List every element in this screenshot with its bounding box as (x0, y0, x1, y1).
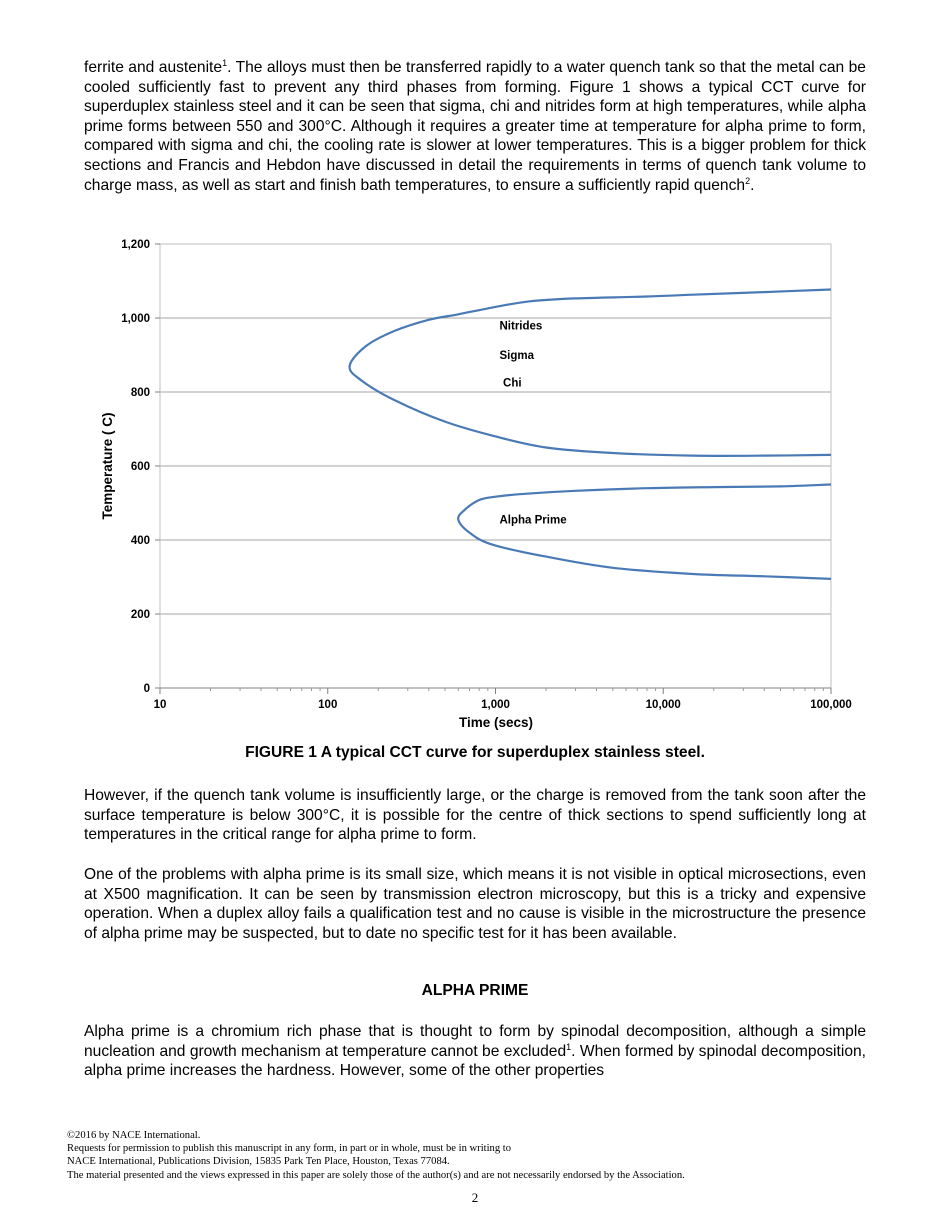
reference-superscript: 1 (222, 58, 228, 68)
reference-superscript: 1 (566, 1041, 572, 1052)
x-tick-label: 1,000 (481, 699, 510, 711)
y-tick-label: 200 (130, 609, 150, 621)
copyright-footer (67, 1129, 685, 1182)
footer-line: Requests for permission to publish this manuscript in any form, in part or in whole, must be in writing to (67, 1143, 512, 1155)
section-heading: ALPHA PRIME (421, 982, 529, 999)
footer-line: NACE International, Publications Division, 15835 Park Ten Place, Houston, Texas 77084. (67, 1156, 450, 1168)
phase-label: Sigma (499, 350, 535, 362)
series-curve (458, 485, 831, 579)
phase-label: Nitrides (499, 320, 543, 333)
paragraph-quench-tank: However, if the quench tank volume is insufficiently large, or the charge is removed from the tank soon after the surface temperature is below 300°C, it is possible for the centre of thick sections to spend sufficiently long at temperatures in the critical range for alpha prime to form. (84, 787, 866, 844)
y-tick-label: 1,000 (121, 313, 150, 325)
footer-line: The material presented and the views expressed in this paper are solely those of the author(s) and are not necessarily endorsed by the Association. (67, 1169, 685, 1181)
y-tick-label: 1,200 (121, 239, 150, 251)
y-axis-label: Temperature ( C) (100, 412, 115, 520)
footer-line: ©2016 by NACE International. (67, 1130, 201, 1141)
x-tick-label: 10,000 (645, 699, 681, 711)
x-tick-label: 100,000 (810, 699, 852, 711)
x-tick-label: 100 (318, 699, 338, 711)
phase-label: Chi (503, 377, 522, 390)
paragraph-alpha-prime-size: One of the problems with alpha prime is its small size, which means it is not visible in optical microsections, even at X500 magnification. It can be seen by transmission electron microscopy, but this is a tricky and expensive operation. When a duplex alloy fails a qualification test and no cause is visible in the microstructure the presence of alpha prime may be suspected, but to date no specific test for it has been available. (84, 866, 866, 942)
series-curve (350, 290, 831, 456)
chart-series (350, 290, 831, 579)
reference-superscript: 2 (745, 175, 751, 186)
y-tick-label: 0 (143, 683, 150, 695)
paragraph-alpha-prime-definition: Alpha prime is a chromium rich phase that is thought to form by spinodal decomposition, although a simple nucleation and growth mechanism at temperature cannot be excluded$^1$. When formed by spinodal decomposition, alpha prime increases the hardness. However, some of the other properties (84, 1023, 866, 1080)
page-number: 2 (471, 1190, 479, 1205)
x-tick-label: 10 (153, 699, 167, 711)
chart-gridlines (160, 318, 831, 614)
y-tick-label: 800 (130, 387, 150, 399)
paragraph-quench: ferrite and austenite$^1$. The alloys must then be transferred rapidly to a water quench tank so that the metal can be cooled sufficiently fast to prevent any third phases from forming. Figure 1 shows a typical CCT curve for superduplex stainless steel and it can be seen that sigma, chi and nitrides form at high temperatures, while alpha prime forms between 550 and 300°C. Although it requires a greater time at temperature for alpha prime to form, compared with sigma and chi, the cooling rate is slower at lower temperatures. This is a bigger problem for thick sections and Francis and Hebdon have discussed in detail the requirements in terms of quench tank volume to charge mass, as well as start and finish bath temperatures, to ensure a sufficiently rapid quench$^2$. (84, 58, 866, 194)
chart-ticks (121, 239, 852, 711)
phase-label: Alpha Prime (499, 514, 567, 527)
y-tick-label: 600 (130, 461, 150, 473)
x-axis-label: Time (secs) (458, 715, 534, 730)
y-tick-label: 400 (130, 535, 150, 547)
figure-caption: FIGURE 1 A typical CCT curve for superduplex stainless steel. (245, 744, 705, 761)
